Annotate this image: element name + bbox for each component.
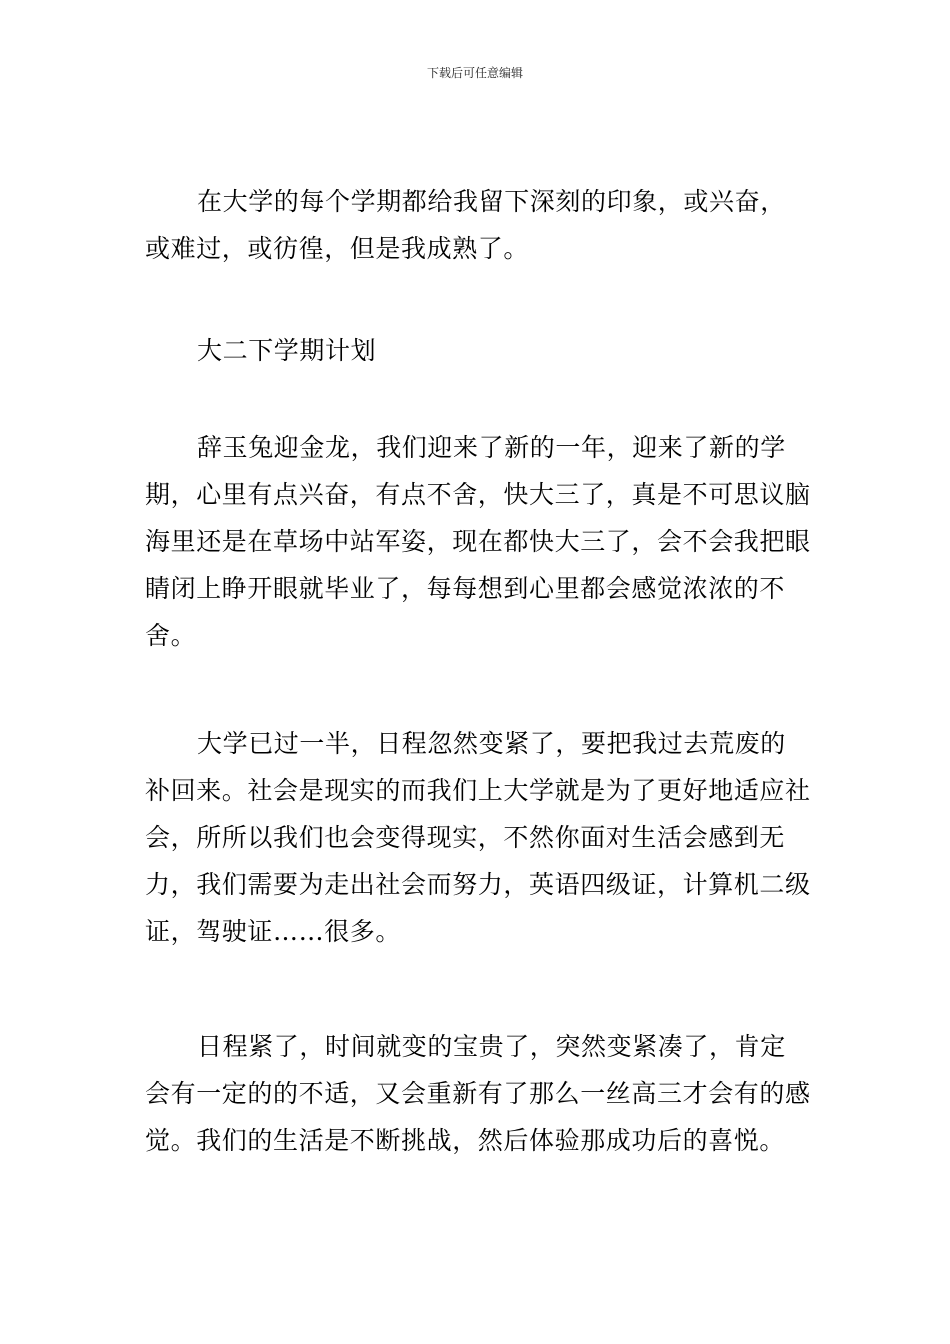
paragraph-intro <box>145 178 811 272</box>
paragraph-challenge <box>145 1023 811 1164</box>
paragraph-new-year <box>145 424 811 659</box>
paragraph-text: 日程紧了，时间就变的宝贵了，突然变紧凑了，肯定会有一定的的不适，又会重新有了那么一丝高三才会有的感觉。我们的生活是不断挑战，然后体验那成功后的喜悦。 <box>145 1032 811 1155</box>
paragraph-text: 在大学的每个学期都给我留下深刻的印象，或兴奋，或难过，或彷徨，但是我成熟了。 <box>145 187 786 263</box>
paragraph-schedule <box>145 720 811 955</box>
heading-text: 大二下学期计划 <box>197 336 377 365</box>
paragraph-text: 大学已过一半，日程忽然变紧了，要把我过去荒废的补回来。社会是现实的而我们上大学就是为了更好地适应社会，所所以我们也会变得现实，不然你面对生活会感到无力，我们需要为走出社会而努力，英语四级证，计算机二级证，驾驶证……很多。 <box>145 729 811 946</box>
section-heading <box>145 327 811 374</box>
header-note: 下载后可任意编辑 <box>426 66 523 80</box>
paragraph-text: 辞玉兔迎金龙，我们迎来了新的一年，迎来了新的学期，心里有点兴奋，有点不舍，快大三了，真是不可思议脑海里还是在草场中站军姿，现在都快大三了，会不会我把眼睛闭上睁开眼就毕业了，每每想到心里都会感觉浓浓的不舍。 <box>145 433 811 650</box>
